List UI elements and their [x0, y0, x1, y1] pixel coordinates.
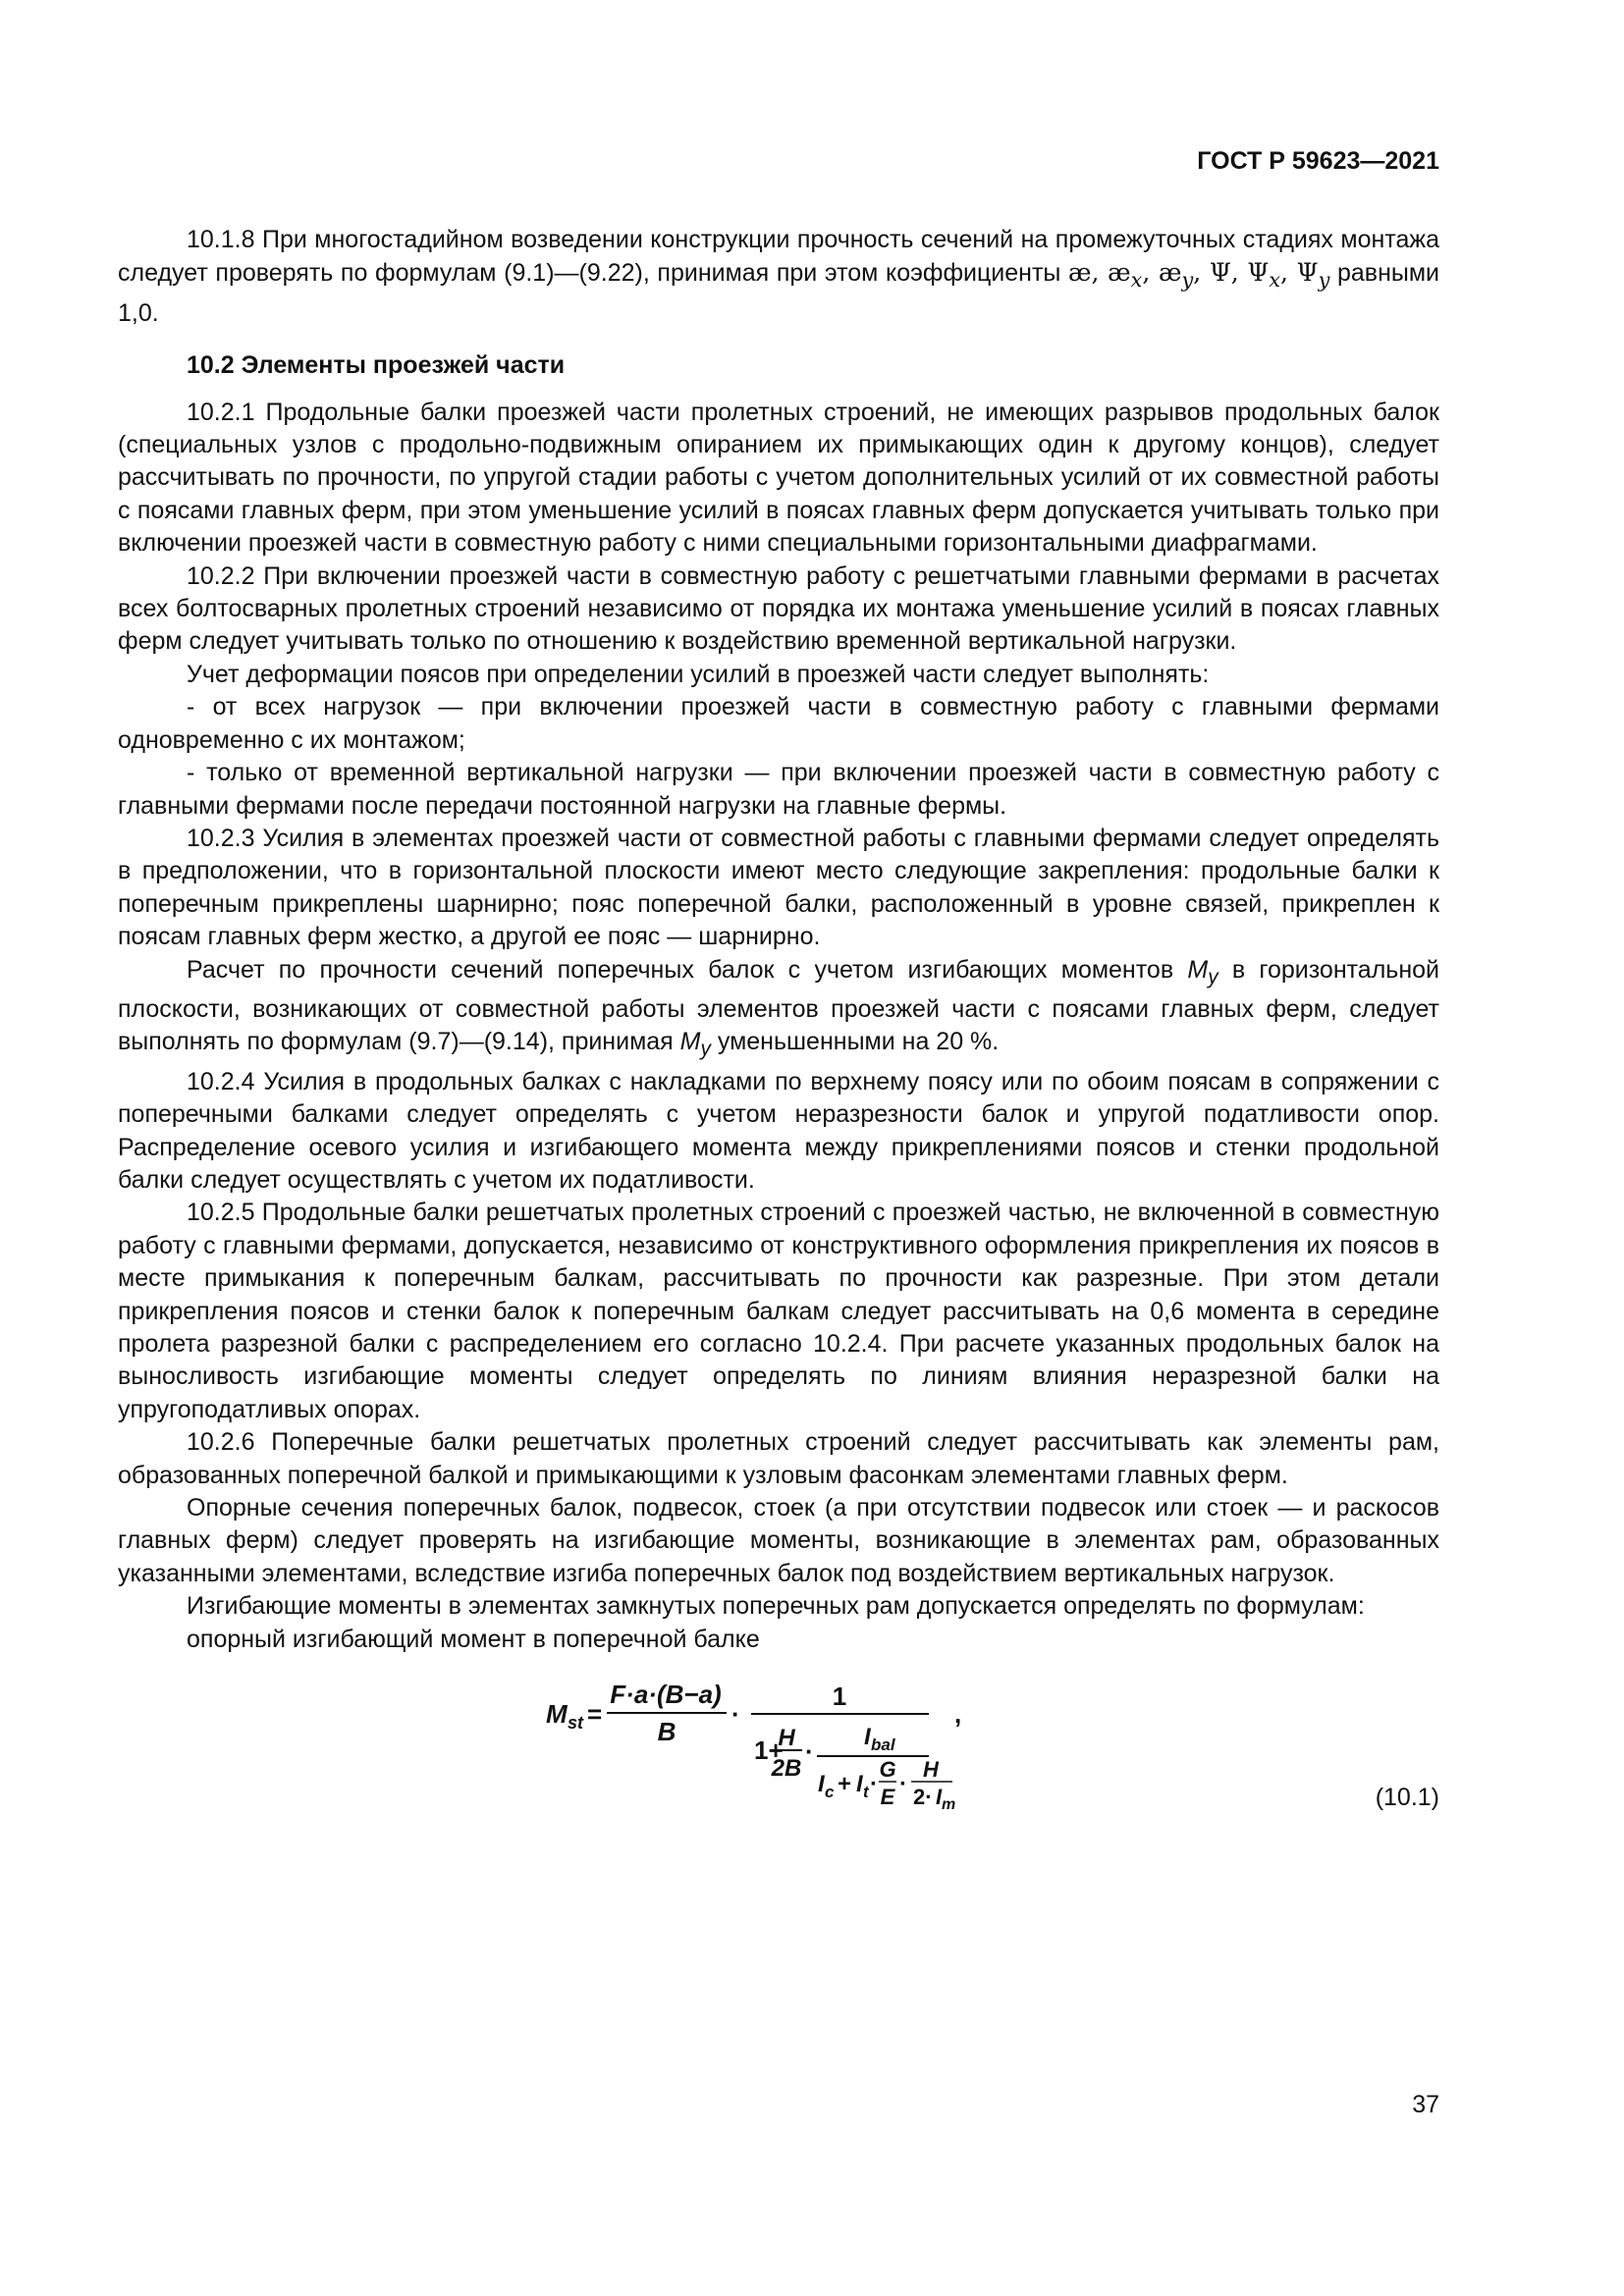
paragraph-10-2-2: 10.2.2 При включении проезжей части в совместную работу с решетчатыми главными фермами в расчетах всех болтосварных пролетных строений независимо от порядка их монтажа уменьшение усилий в поясах главных ферм следует учитывать только по отношению к воздействию временной вертикальной нагрузки.: [118, 561, 1439, 656]
svg-text:·: ·: [899, 1771, 907, 1798]
paragraph-support-sections: Опорные сечения поперечных балок, подвесок, стоек (а при отсутствии подвесок или стоек — и раскосов главных ферм) следует проверять на изгибающие моменты, возникающие в элементах рам, образованных указанными элементами, вследствие изгиба поперечных балок под воздействием вертикальных нагрузок.: [118, 1494, 1439, 1587]
svg-text:H: H: [778, 1725, 795, 1752]
paragraph-10-2-4: 10.2.4 Усилия в продольных балках с накладками по верхнему поясу или по обоим поясам в сопряжении с поперечными балками следует определять с учетом неразрезности балок и упругой податливости опор. Распределение осевого усилия и изгибающего момента между прикреплениями поясов и стенки продольной балки следует осуществлять с учетом их податливости.: [118, 1067, 1439, 1194]
formula-graphic: [118, 1666, 1439, 1839]
svg-text:M: M: [546, 1699, 568, 1730]
svg-text:G: G: [879, 1757, 896, 1783]
paragraph-strength-calc: Расчет по прочности сечений поперечных балок с учетом изгибающих моментов $M_y$ в горизонтальной плоскости, возникающих от совместной работы элементов проезжей части с поясами главных ферм, следует выполнять по формулам (9.7)—(9.14), принимая $M_y$ уменьшенными на 20 %.: [118, 955, 1439, 1061]
svg-text:I: I: [818, 1771, 825, 1798]
paragraph-10-2-5: 10.2.5 Продольные балки решетчатых пролетных строений с проезжей частью, не включенной в совместную работу с главными фермами, допускается, независимо от конструктивного оформления прикрепления их поясов в месте примыкания к поперечным балкам, рассчитывать по прочности как разрезные. При этом детали прикрепления поясов и стенки балок к поперечным балкам следует рассчитывать на 0,6 момента в середине пролета разрезной балки с распределением его согласно 10.2.4. При расчете указанных продольных балок на выносливость изгибающие моменты следует определять по линиям влияния неразрезной балки на упругоподатливых опорах.: [118, 1199, 1439, 1423]
svg-text:m: m: [942, 1796, 956, 1814]
svg-text:t: t: [863, 1783, 869, 1802]
list-item-all-loads: - от всех нагрузок — при включении проезжей части в совместную работу с главными фермами одновременно с их монтажом;: [118, 693, 1439, 754]
formula-number: (10.1): [1375, 1784, 1439, 1812]
numerator-1: F·a·(B−a): [610, 1680, 722, 1710]
svg-text:st: st: [568, 1713, 584, 1734]
svg-text:I: I: [936, 1785, 943, 1810]
paragraph-bending-moments: Изгибающие моменты в элементах замкнутых поперечных рам допускается определять по формулам:: [187, 1592, 1365, 1621]
paragraph-deformation-intro: Учет деформации поясов при определении усилий в проезжей части следует выполнять:: [187, 660, 1210, 688]
section-heading-10-2: 10.2 Элементы проезжей части: [187, 351, 566, 380]
svg-text:+: +: [838, 1771, 852, 1798]
coefficient-symbols: æ, $æ_x$, $æ_y$, Ψ, $\Psi_x$, $\Psi_y$: [1068, 258, 1330, 293]
page-content: [118, 224, 1439, 1839]
svg-text:c: c: [825, 1783, 835, 1802]
svg-text:·: ·: [870, 1771, 878, 1798]
svg-text:bal: bal: [871, 1735, 895, 1755]
svg-text:=: =: [587, 1699, 603, 1730]
svg-text:E: E: [880, 1785, 895, 1810]
svg-text:I: I: [864, 1724, 871, 1751]
page-number: 37: [1412, 2091, 1439, 2118]
standard-designation: ГОСТ Р 59623—2021: [1197, 147, 1439, 175]
svg-text:·: ·: [731, 1699, 740, 1730]
svg-text:·: ·: [805, 1736, 814, 1767]
svg-text:H: H: [923, 1757, 939, 1783]
svg-text:I: I: [856, 1771, 863, 1798]
paragraph-10-2-6: 10.2.6 Поперечные балки решетчатых пролетных строений следует рассчитывать как элементы рам, образованных поперечной балкой и примыкающими к узловым фасонкам элементами главных ферм.: [118, 1428, 1439, 1489]
formula-10-1: [118, 1666, 1439, 1839]
svg-text:1+: 1+: [754, 1735, 784, 1766]
svg-text:2B: 2B: [771, 1755, 802, 1783]
paragraph-formula-intro: опорный изгибающий момент в поперечной балке: [187, 1625, 760, 1653]
svg-text:,: ,: [954, 1699, 962, 1730]
list-item-temporary-load: - только от временной вертикальной нагрузки — при включении проезжей части в совместную работу с главными фермами после передачи постоянной нагрузки на главные фермы.: [118, 759, 1439, 820]
paragraph-10-1-8: 10.1.8 При многостадийном возведении конструкции прочность сечений на промежуточных стадиях монтажа следует проверять по формулам (9.1)—(9.22), принимая при этом коэффициенты æ, $æ_x$, $æ_y$, Ψ, $\Psi_x$, $\Psi_y$ равными 1,0.: [118, 226, 1439, 327]
svg-text:2·: 2·: [913, 1785, 933, 1810]
paragraph-10-2-3: 10.2.3 Усилия в элементах проезжей части от совместной работы с главными фермами следует определять в предположении, что в горизонтальной плоскости имеют место следующие закрепления: продольные балки к поперечным прикреплены шарнирно; пояс поперечной балки, расположенный в уровне связей, прикреплен к поясам главных ферм жестко, а другой ее пояс — шарнирно.: [118, 824, 1439, 951]
denominator-1: B: [657, 1717, 677, 1747]
svg-text:1: 1: [832, 1682, 847, 1712]
paragraph-10-2-1: 10.2.1 Продольные балки проезжей части пролетных строений, не имеющих разрывов продольных балок (специальных узлов с продольно-подвижным опиранием их примыкающих один к другому концов), следует рассчитывать по прочности, по упругой стадии работы с учетом дополнительных усилий от их совместной работы с поясами главных ферм, при этом уменьшение усилий в поясах главных ферм допускается учитывать только при включении проезжей части в совместную работу с ними специальными горизонтальными диафрагмами.: [118, 398, 1439, 558]
